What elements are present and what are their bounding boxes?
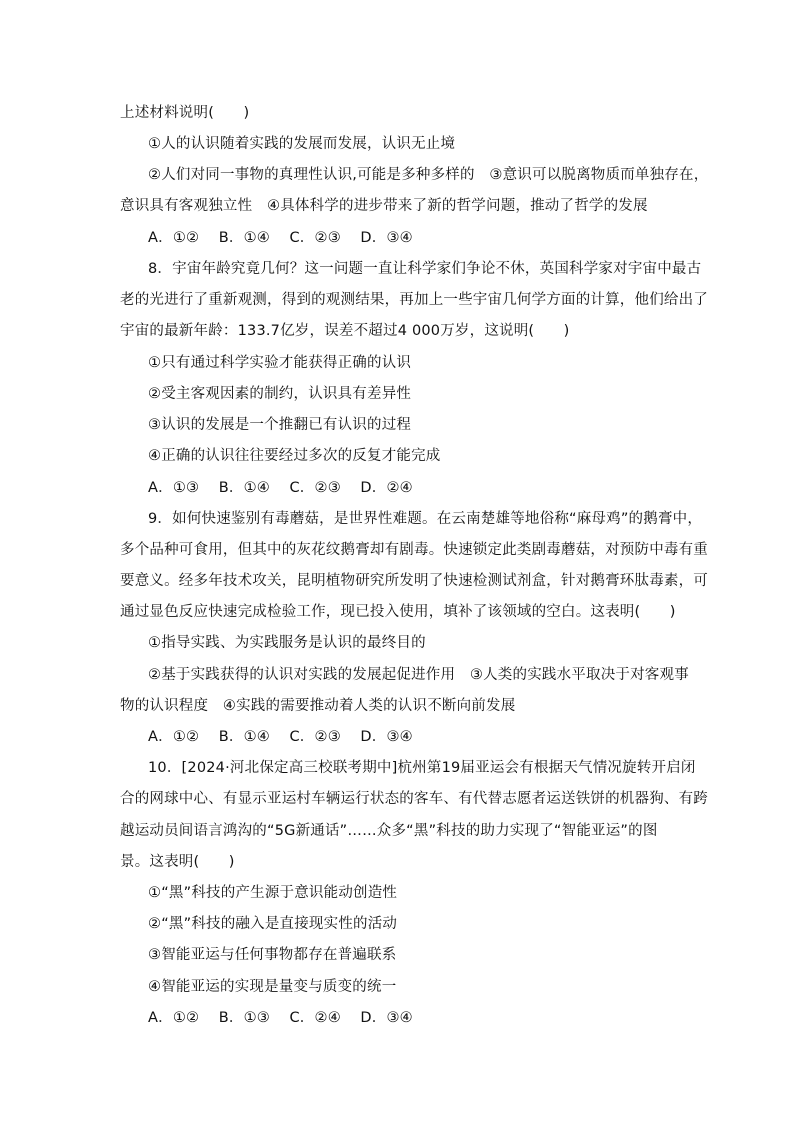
option-statement: ②受主客观因素的制约，认识具有差异性 (148, 386, 412, 402)
question-text: 宇宙的最新年龄：133.7亿岁，误差不超过4 000万岁，这说明( ) (120, 323, 570, 339)
question-text: 合的网球中心、有显示亚运村车辆运行状态的客车、有代替志愿者运送铁饼的机器狗、有跨 (120, 791, 708, 807)
option-statement: ①人的认识随着实践的发展而发展，认识无止境 (148, 136, 456, 152)
answer-choices: A．①② B．①④ C．②③ D．③④ (148, 230, 413, 246)
option-statement: ②“黑”科技的融入是直接现实性的活动 (148, 916, 398, 932)
question-text: 老的光进行了重新观测，得到的观测结果，再加上一些宇宙几何学方面的计算，他们给出了 (120, 292, 708, 308)
question-text: 多个品种可食用，但其中的灰花纹鹅膏却有剧毒。快速锁定此类剧毒蘑菇，对预防中毒有重 (120, 542, 708, 558)
option-statement: 物的认识程度 ④实践的需要推动着人类的认识不断向前发展 (120, 698, 516, 714)
answer-choices: A．①③ B．①④ C．②③ D．②④ (148, 480, 413, 496)
question-text: 9．如何快速鉴别有毒蘑菇，是世界性难题。在云南楚雄等地俗称“麻母鸡”的鹅膏中， (148, 511, 703, 527)
option-statement: ④正确的认识往往要经过多次的反复才能完成 (148, 448, 441, 464)
option-statement: ①“黑”科技的产生源于意识能动创造性 (148, 885, 398, 901)
option-statement: 意识具有客观独立性 ④具体科学的进步带来了新的哲学问题，推动了哲学的发展 (120, 198, 648, 214)
question-text: 10．[2024·河北保定高三校联考期中]杭州第19届亚运会有根据天气情况旋转开启闭 (148, 760, 696, 776)
option-statement: ②基于实践获得的认识对实践的发展起促进作用 ③人类的实践水平取决于对客观事 (148, 667, 689, 683)
option-statement: ①指导实践、为实践服务是认识的最终目的 (148, 635, 426, 651)
option-statement: ④智能亚运的实现是量变与质变的统一 (148, 979, 397, 995)
question-text: 要意义。经多年技术攻关，昆明植物研究所发明了快速检测试剂盒，针对鹅膏环肽毒素，可 (120, 573, 708, 589)
text-line: 上述材料说明( ) (120, 105, 250, 121)
question-text: 越运动员间语言鸿沟的“5G新通话”……众多“黑”科技的助力实现了“智能亚运”的图 (120, 823, 658, 839)
option-statement: ②人们对同一事物的真理性认识,可能是多种多样的 ③意识可以脱离物质而单独存在， (148, 167, 709, 183)
answer-choices: A．①② B．①④ C．②③ D．③④ (148, 729, 413, 745)
question-text: 8．宇宙年龄究竟几何？这一问题一直让科学家们争论不休，英国科学家对宇宙中最古 (148, 261, 702, 277)
question-text: 景。这表明( ) (120, 854, 235, 870)
option-statement: ①只有通过科学实验才能获得正确的认识 (148, 355, 412, 371)
option-statement: ③智能亚运与任何事物都存在普遍联系 (148, 947, 397, 963)
question-text: 通过显色反应快速完成检验工作，现已投入使用，填补了该领域的空白。这表明( ) (120, 604, 676, 620)
answer-choices: A．①② B．①③ C．②④ D．③④ (148, 1010, 413, 1026)
option-statement: ③认识的发展是一个推翻已有认识的过程 (148, 417, 412, 433)
